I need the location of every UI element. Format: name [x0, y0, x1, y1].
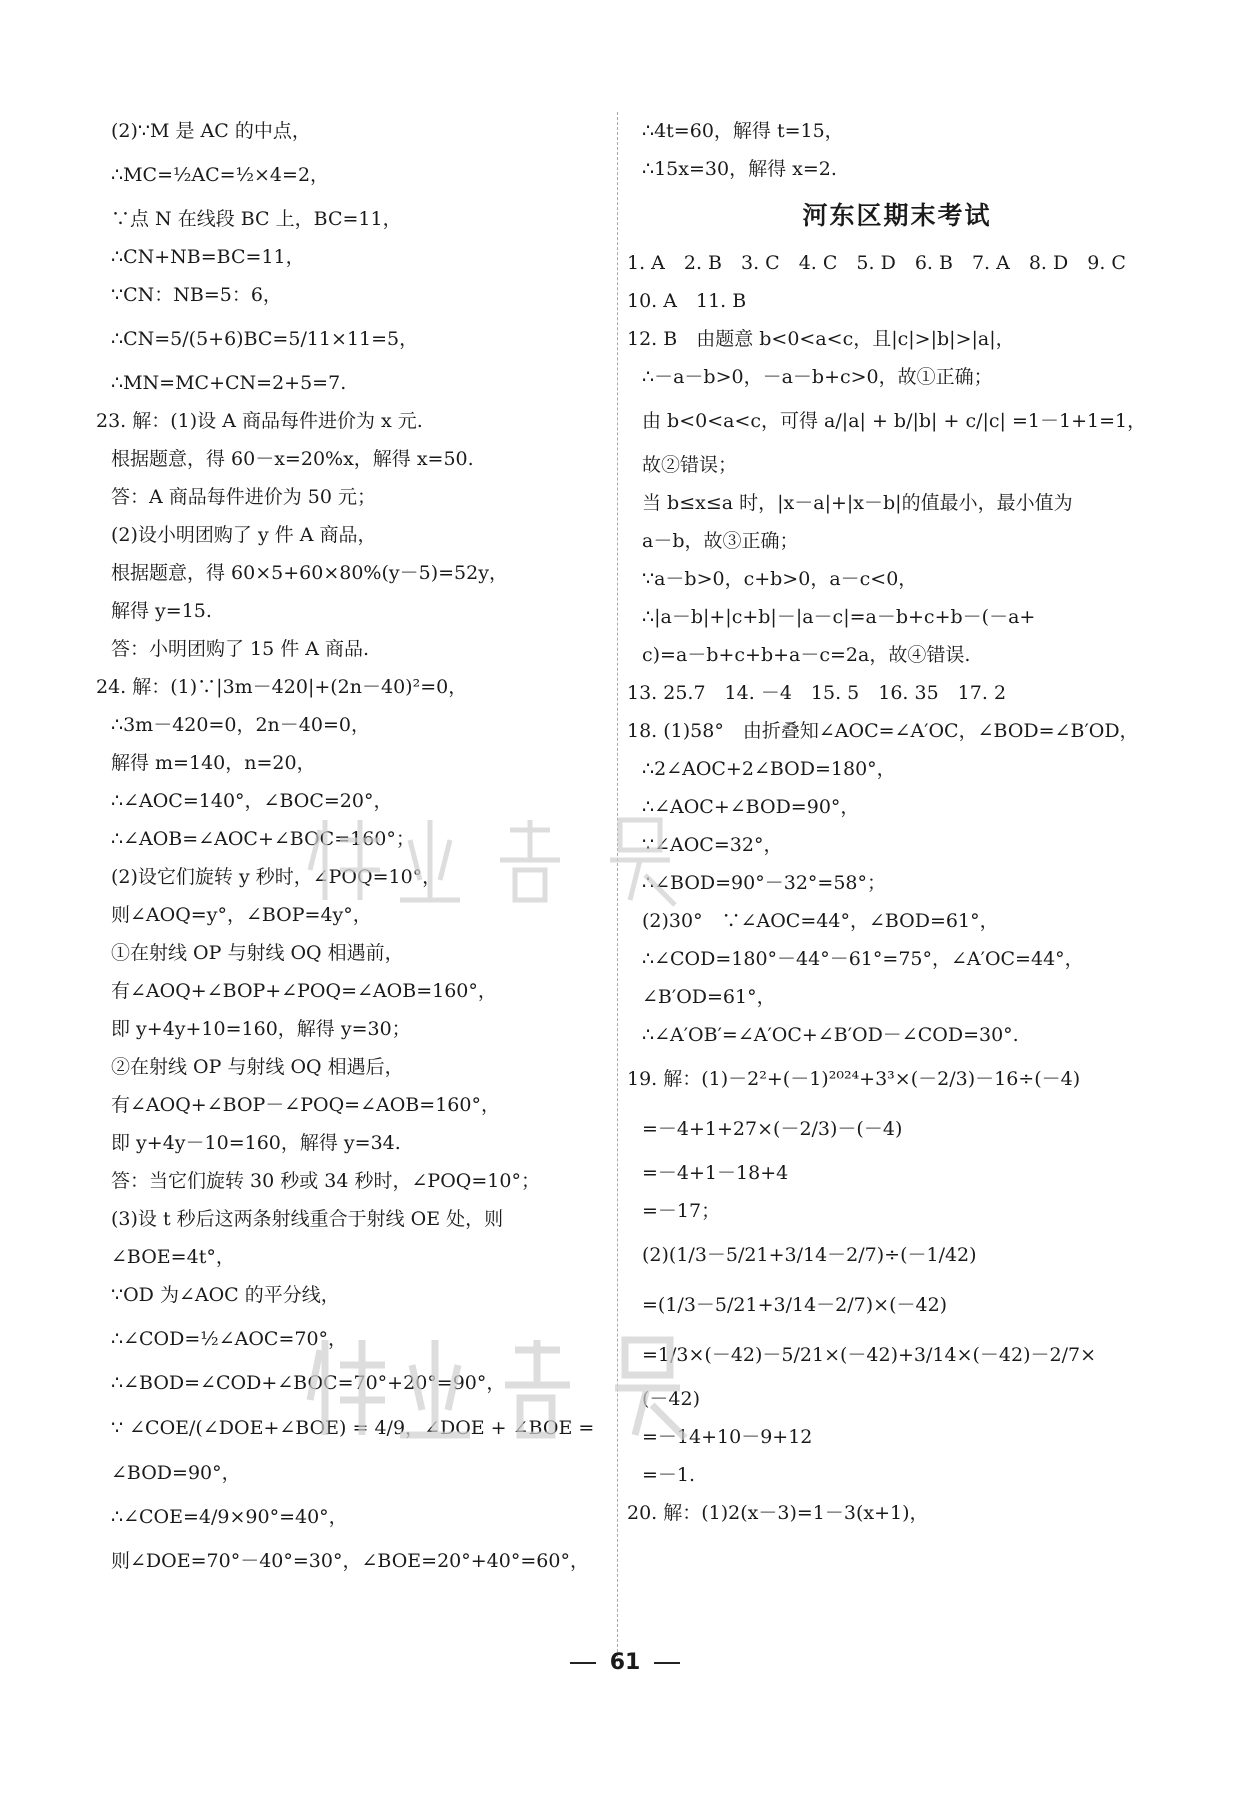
left-column-line: ∴∠COE=4/9×90°=40°，	[111, 1506, 348, 1528]
left-column	[96, 112, 616, 1580]
left-column-line: ∴∠COD=½∠AOC=70°，	[111, 1328, 348, 1350]
left-column-line: 即 y+4y－10=160，解得 y=34.	[111, 1132, 401, 1154]
left-column-line: 解得 y=15.	[111, 600, 212, 622]
right-column-line: =－1.	[642, 1464, 696, 1486]
left-column-line: ∴CN+NB=BC=11，	[111, 246, 305, 268]
left-column-line: 则∠AOQ=y°，∠BOP=4y°，	[111, 904, 372, 926]
left-column-line: ∠BOD=90°，	[111, 1462, 241, 1484]
right-column-line: (2)30° ∵∠AOC=44°，∠BOD=61°，	[642, 910, 999, 932]
right-column-line: ∴∠AOC+∠BOD=90°，	[642, 796, 860, 818]
left-column-line: (2)∵M 是 AC 的中点，	[111, 120, 311, 142]
left-column-line: 根据题意，得 60×5+60×80%(y－5)=52y，	[111, 562, 508, 584]
right-column-line: =－4+1－18+4	[642, 1162, 789, 1184]
right-column-line: 20. 解：(1)2(x－3)=1－3(x+1)，	[627, 1502, 929, 1524]
left-column-line: 答：A 商品每件进价为 50 元；	[111, 486, 377, 508]
right-column-line: ∴∠A′OB′=∠A′OC+∠B′OD－∠COD=30°.	[642, 1024, 1019, 1046]
left-column-line: ∴∠BOD=∠COD+∠BOC=70°+20°=90°，	[111, 1372, 506, 1394]
left-column-line: 有∠AOQ+∠BOP－∠POQ=∠AOB=160°，	[111, 1094, 500, 1116]
right-column-line: c)=a－b+c+b+a－c=2a，故④错误.	[642, 644, 971, 666]
left-column-line: ∴∠AOB=∠AOC+∠BOC=160°；	[111, 828, 415, 850]
right-column-line: 19. 解：(1)－2²+(－1)²⁰²⁴+3³×(－2/3)－16÷(－4)	[627, 1068, 1081, 1090]
right-column-line: ∠B′OD=61°，	[642, 986, 776, 1008]
right-column-line: =－17；	[642, 1200, 721, 1222]
section-title: 河东区期末考试	[802, 201, 992, 230]
right-column-line: =－14+10－9+12	[642, 1426, 813, 1448]
right-column-line: a－b，故③正确；	[642, 530, 799, 552]
left-column-line: ①在射线 OP 与射线 OQ 相遇前，	[111, 942, 404, 964]
left-column-line: ∠BOE=4t°，	[111, 1246, 235, 1268]
right-column	[627, 112, 1167, 1532]
right-column-line: =(1/3－5/21+3/14－2/7)×(－42)	[642, 1294, 948, 1316]
left-column-line: (3)设 t 秒后这两条射线重合于射线 OE 处，则	[111, 1208, 504, 1230]
left-column-line: ∴∠AOC=140°，∠BOC=20°，	[111, 790, 393, 812]
left-column-line: 即 y+4y+10=160，解得 y=30；	[111, 1018, 411, 1040]
right-column-line: 18. (1)58° 由折叠知∠AOC=∠A′OC，∠BOD=∠B′OD，	[627, 720, 1139, 742]
left-column-line: ∵CN：NB=5：6，	[111, 284, 282, 306]
left-column-line: (2)设它们旋转 y 秒时，∠POQ=10°，	[111, 866, 442, 888]
right-column-line: 故②错误；	[642, 454, 738, 476]
right-column-line: ∴∠BOD=90°－32°=58°；	[642, 872, 887, 894]
left-column-line: 根据题意，得 60－x=20%x，解得 x=50.	[111, 448, 474, 470]
right-column-line: 由 b<0<a<c，可得 a/|a| + b/|b| + c/|c| =1－1+1=1，	[642, 410, 1147, 432]
right-column-line: ∴2∠AOC+2∠BOD=180°，	[642, 758, 896, 780]
column-divider	[617, 112, 618, 1662]
right-column-line: (－42)	[642, 1388, 701, 1410]
left-column-line: ∵点 N 在线段 BC 上，BC=11，	[111, 208, 402, 230]
left-column-line: 解得 m=140，n=20，	[111, 752, 316, 774]
right-column-line: ∴－a－b>0，－a－b+c>0，故①正确；	[642, 366, 993, 388]
left-column-line: 23. 解：(1)设 A 商品每件进价为 x 元.	[96, 410, 423, 432]
left-column-line: 24. 解：(1)∵|3m－420|+(2n－40)²=0，	[96, 676, 468, 698]
right-column-line: ∴|a－b|+|c+b|－|a－c|=a－b+c+b－(－a+	[642, 606, 1036, 628]
left-column-line: (2)设小明团购了 y 件 A 商品，	[111, 524, 377, 546]
right-column-line: 10. A 11. B	[627, 290, 747, 312]
right-column-line: 13. 25.7 14. －4 15. 5 16. 35 17. 2	[627, 682, 1007, 704]
right-column-top-line: ∴4t=60，解得 t=15，	[642, 120, 844, 142]
right-column-line: 12. B 由题意 b<0<a<c，且|c|>|b|>|a|，	[627, 328, 1015, 350]
left-column-line: 有∠AOQ+∠BOP+∠POQ=∠AOB=160°，	[111, 980, 497, 1002]
right-column-line: =－4+1+27×(－2/3)－(－4)	[642, 1118, 903, 1140]
right-column-line: ∵∠AOC=32°，	[642, 834, 783, 856]
right-column-line: ∵a－b>0，c+b>0，a－c<0，	[642, 568, 918, 590]
left-column-line: 答：小明团购了 15 件 A 商品.	[111, 638, 370, 660]
right-column-line: 当 b≤x≤a 时，|x－a|+|x－b|的值最小，最小值为	[642, 492, 1073, 514]
left-column-line: ∴CN=5/(5+6)BC=5/11×11=5，	[111, 328, 419, 350]
page-number: 61	[0, 1650, 1250, 1675]
right-column-top	[627, 112, 1167, 188]
right-column-top-line: ∴15x=30，解得 x=2.	[642, 158, 837, 180]
right-column-line: 1. A 2. B 3. C 4. C 5. D 6. B 7. A 8. D 9. C	[627, 252, 1126, 274]
left-column-line: ∴3m－420=0，2n－40=0，	[111, 714, 370, 736]
right-column-line: (2)(1/3－5/21+3/14－2/7)÷(－1/42)	[642, 1244, 977, 1266]
left-column-line: ∴MN=MC+CN=2+5=7.	[111, 372, 347, 394]
left-column-line: ∵OD 为∠AOC 的平分线，	[111, 1284, 340, 1306]
left-column-line: 则∠DOE=70°－40°=30°，∠BOE=20°+40°=60°，	[111, 1550, 589, 1572]
right-column-line: ∴∠COD=180°－44°－61°=75°，∠A′OC=44°，	[642, 948, 1084, 970]
right-column-line: =1/3×(－42)－5/21×(－42)+3/14×(－42)－2/7×	[642, 1344, 1097, 1366]
left-column-line: ∵ ∠COE/(∠DOE+∠BOE) = 4/9，∠DOE + ∠BOE =	[111, 1417, 595, 1439]
left-column-line: ∴MC=½AC=½×4=2，	[111, 164, 330, 186]
left-column-line: ②在射线 OP 与射线 OQ 相遇后，	[111, 1056, 404, 1078]
left-column-line: 答：当它们旋转 30 秒或 34 秒时，∠POQ=10°；	[111, 1170, 540, 1192]
right-column-main	[627, 244, 1167, 1532]
